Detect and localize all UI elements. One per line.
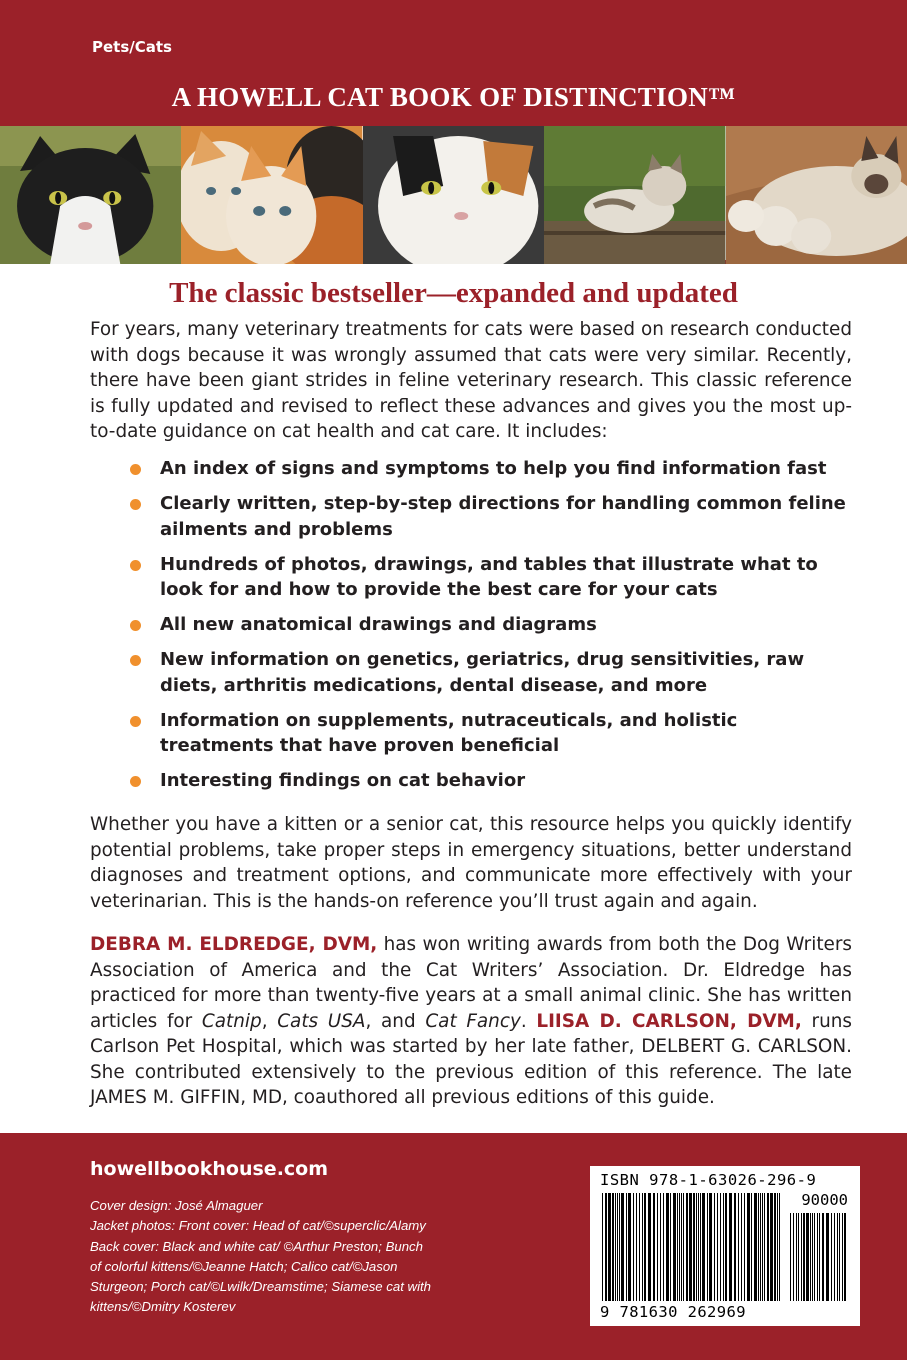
- intro-paragraph: For years, many veterinary treatments for cats were based on research conducted with dogs because it was wrongly assumed that cats were very similar. Recently, there have been giant strides in feline veterinary research. This classic reference is fully updated and revised to reflect these advances and gives you the most up-to-date guidance on cat health and cat care. It includes:: [90, 319, 852, 442]
- author-bio: DEBRA M. ELDREDGE, DVM, has won writing awards from both the Dog Writers Association of America and the Cat Writers’ Association. Dr. Eldredge has practiced for more than twenty-five years at a small animal clinic. She has written articles for Catnip, Cats USA, and Cat Fancy. LIISA D. CARLSON, DVM, runs Carlson Pet Hospital, which was started by her late father, DELBERT G. CARLSON. She contributed extensively to the previous edition of this reference. The late JAMES M. GIFFIN, MD, coauthored all previous editions of this guide.: [90, 934, 852, 1108]
- barcode-bar: [801, 1213, 802, 1301]
- list-item: Clearly written, step-by-step directions for handling common feline ailments and problems: [130, 491, 850, 542]
- barcode-bar: [615, 1193, 616, 1301]
- barcode-bar: [774, 1193, 776, 1301]
- bullet-dot-icon: [130, 560, 141, 571]
- closing-paragraph: Whether you have a kitten or a senior cat, this resource helps you quickly identify potential problems, take proper steps in emergency situations, better understand diagnoses and treatment options, and communicate more effectively with your veterinarian. This is the hands-on reference you’ll trust again and again.: [90, 814, 852, 912]
- barcode-bar: [608, 1193, 611, 1301]
- barcode-bar: [720, 1193, 721, 1301]
- bullet-dot-icon: [130, 776, 141, 787]
- magazine-title: Catnip: [201, 1010, 262, 1032]
- barcode-bar: [717, 1193, 718, 1301]
- barcode-bar: [628, 1193, 631, 1301]
- barcode-bar: [762, 1193, 763, 1301]
- barcode-bar: [621, 1193, 624, 1301]
- barcode-bar: [793, 1213, 794, 1301]
- author-name: DEBRA M. ELDREDGE, DVM,: [90, 934, 378, 955]
- barcode-bar: [770, 1193, 773, 1301]
- barcode-bar: [644, 1193, 646, 1301]
- barcode-bar: [738, 1193, 739, 1301]
- barcode-bar: [817, 1213, 818, 1301]
- photo-strip: [0, 126, 907, 264]
- barcode-bar: [796, 1213, 797, 1301]
- list-item: An index of signs and symptoms to help you find information fast: [130, 456, 850, 482]
- bullet-dot-icon: [130, 716, 141, 727]
- barcode-bar: [844, 1213, 846, 1301]
- barcode-bar: [767, 1193, 769, 1301]
- barcode-bar: [777, 1193, 778, 1301]
- barcode-bar: [626, 1193, 627, 1301]
- barcode-bar: [693, 1193, 695, 1301]
- barcode-bar: [751, 1193, 752, 1301]
- list-item: Hundreds of photos, drawings, and tables that illustrate what to look for and how to provide the best care for your cats: [130, 552, 850, 603]
- photo-credits: Cover design: José Almaguer Jacket photos: Front cover: Head of cat/©superclic/Alamy Back cover: Black and white cat/ ©Arthur Preston; Bunch of colorful kittens/©Jeanne Hatch; Calico cat/©Jason Sturgeon; Porch cat/©Lwilk/Dreamstime; Siamese cat with kittens/©Dmitry Kosterev: [90, 1198, 431, 1315]
- barcode-bar: [660, 1193, 661, 1301]
- author-name: LIISA D. CARLSON, DVM,: [536, 1010, 802, 1032]
- barcode-bar: [666, 1193, 669, 1301]
- barcode-bar: [764, 1193, 765, 1301]
- barcode-bar: [617, 1193, 618, 1301]
- barcode: [590, 1166, 860, 1326]
- barcode-bar: [683, 1193, 684, 1301]
- category-label: Pets/Cats: [92, 38, 172, 56]
- barcode-bar: [822, 1213, 824, 1301]
- barcode-bar: [744, 1193, 745, 1301]
- calico-cat-photo: [363, 126, 544, 264]
- porch-cat-photo: [544, 126, 725, 264]
- kittens-photo: [181, 126, 362, 264]
- magazine-title: Cat Fancy: [425, 1010, 521, 1032]
- isbn-number: ISBN 978-1-63026-296-9: [600, 1171, 817, 1189]
- bullet-dot-icon: [130, 499, 141, 510]
- bullet-dot-icon: [130, 655, 141, 666]
- barcode-bar: [798, 1213, 799, 1301]
- barcode-bar: [734, 1193, 736, 1301]
- barcode-bar: [747, 1193, 750, 1301]
- barcode-bar: [648, 1193, 651, 1301]
- barcode-bar: [670, 1193, 671, 1301]
- barcode-bar: [819, 1213, 820, 1301]
- feature-list: [130, 456, 850, 803]
- website-link[interactable]: howellbookhouse.com: [90, 1158, 329, 1180]
- barcode-bar: [779, 1193, 780, 1301]
- barcode-bar: [758, 1193, 759, 1301]
- barcode-bar: [657, 1193, 658, 1301]
- barcode-bar: [810, 1213, 811, 1301]
- barcode-bar: [714, 1193, 715, 1301]
- barcode-bar: [702, 1193, 705, 1301]
- barcode-bar: [663, 1193, 664, 1301]
- price-code: 90000: [801, 1191, 848, 1209]
- barcode-bar: [837, 1213, 838, 1301]
- barcode-bar: [803, 1213, 805, 1301]
- barcode-bar: [636, 1193, 637, 1301]
- barcode-bar: [673, 1193, 676, 1301]
- barcode-bar: [700, 1193, 701, 1301]
- barcode-bar: [689, 1193, 692, 1301]
- barcode-bar: [633, 1193, 634, 1301]
- list-item: All new anatomical drawings and diagrams: [130, 612, 850, 638]
- barcode-bar: [842, 1213, 843, 1301]
- barcode-bar: [602, 1193, 603, 1301]
- siamese-cat-with-kittens-photo: [726, 126, 907, 264]
- barcode-bar: [826, 1213, 829, 1301]
- barcode-bar: [754, 1193, 757, 1301]
- barcode-bar: [723, 1193, 724, 1301]
- series-title: A HOWELL CAT BOOK OF DISTINCTION™: [171, 82, 736, 112]
- bullet-dot-icon: [130, 464, 141, 475]
- barcode-bar: [806, 1213, 809, 1301]
- ean-digits: 9 781630 262969: [600, 1303, 746, 1321]
- headline: The classic bestseller—expanded and updated: [169, 277, 738, 309]
- barcode-bar: [812, 1213, 813, 1301]
- bullet-dot-icon: [130, 620, 141, 631]
- barcode-bar: [814, 1213, 815, 1301]
- barcode-bar: [725, 1193, 727, 1301]
- list-item: Information on supplements, nutraceuticals, and holistic treatments that have proven beneficial: [130, 708, 850, 759]
- barcode-bar: [642, 1193, 643, 1301]
- black-and-white-cat-photo: [0, 126, 181, 264]
- barcode-bar: [696, 1193, 697, 1301]
- list-item: New information on genetics, geriatrics, drug sensitivities, raw diets, arthritis medications, dental disease, and more: [130, 647, 850, 698]
- barcode-bar: [707, 1193, 708, 1301]
- barcode-bar: [681, 1193, 682, 1301]
- barcode-bar: [709, 1193, 712, 1301]
- barcode-bar: [679, 1193, 680, 1301]
- barcode-bar: [839, 1213, 840, 1301]
- barcode-bar: [729, 1193, 732, 1301]
- barcode-bar: [619, 1193, 620, 1301]
- barcode-bar: [653, 1193, 655, 1301]
- barcode-bar: [831, 1213, 832, 1301]
- magazine-title: Cats USA: [277, 1010, 366, 1032]
- barcode-bar: [760, 1193, 761, 1301]
- barcode-bar: [686, 1193, 688, 1301]
- barcode-bar: [698, 1193, 699, 1301]
- list-item: Interesting findings on cat behavior: [130, 768, 850, 794]
- barcode-bar: [612, 1193, 614, 1301]
- barcode-bar: [639, 1193, 640, 1301]
- barcode-bar: [741, 1193, 742, 1301]
- barcode-bar: [677, 1193, 678, 1301]
- addon-barcode-icon: [790, 1213, 848, 1301]
- barcode-bar: [834, 1213, 835, 1301]
- barcode-bar: [790, 1213, 791, 1301]
- barcode-bar: [605, 1193, 607, 1301]
- ean-barcode-icon: [602, 1193, 782, 1301]
